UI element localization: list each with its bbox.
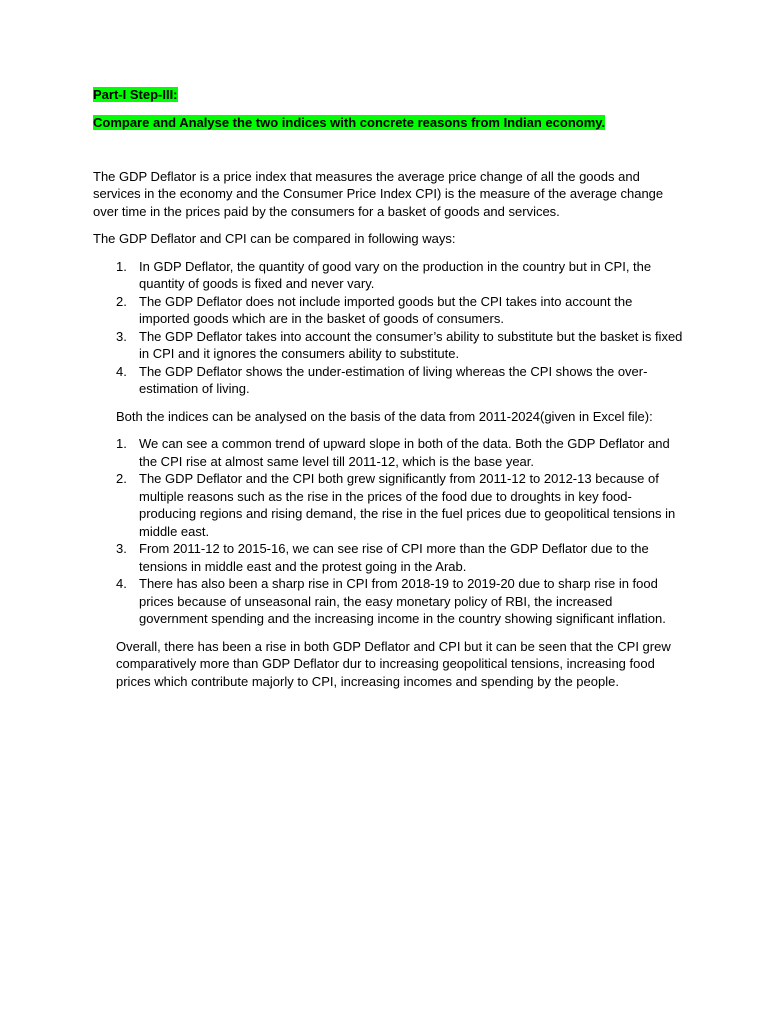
list-item-text: In GDP Deflator, the quantity of good vary on the production in the country but in CPI, the quantity of goods is fixed and never vary.: [139, 258, 652, 291]
list-item-text: From 2011-12 to 2015-16, we can see rise of CPI more than the GDP Deflator due to the tensions in middle east and the protest going in the Arab.: [139, 541, 649, 574]
intro-paragraph: The GDP Deflator is a price index that measures the average price change of all the goods and services in the economy and the Consumer Price Index CPI) is the measure of the average change over time in the prices paid by the consumers for a basket of goods and services.: [93, 168, 664, 219]
list-item: [93, 540, 683, 575]
list-number: 3.: [116, 328, 127, 344]
list-item-text: There has also been a sharp rise in CPI from 2018-19 to 2019-20 due to sharp rise in food prices because of unseasonal rain, the easy monetary policy of RBI, the increased government spending and the increasing income in the country showing significant inflation.: [139, 576, 666, 626]
task-heading: [93, 114, 683, 132]
list-item-text: The GDP Deflator and the CPI both grew significantly from 2011-12 to 2012-13 because of multiple reasons such as the rise in the prices of the food due to droughts in key food-producing regions and rising demand, the rise in the fuel prices due to geopolitical tensions in middle east.: [139, 471, 676, 539]
list-item: [93, 363, 683, 398]
analyse-list: [93, 435, 683, 628]
part-heading: [93, 86, 683, 104]
part-heading-text: Part-I Step-III:: [93, 87, 178, 102]
compare-lead: The GDP Deflator and CPI can be compared in following ways:: [93, 231, 456, 246]
list-item-text: We can see a common trend of upward slope in both of the data. Both the GDP Deflator and the CPI rise at almost same level till 2011-12, which is the base year.: [139, 436, 670, 469]
list-number: 1.: [116, 258, 127, 274]
list-item: [93, 435, 683, 470]
list-item: [93, 328, 683, 363]
list-item-text: The GDP Deflator shows the under-estimation of living whereas the CPI shows the over-estimation of living.: [139, 363, 648, 396]
conclusion-paragraph: Overall, there has been a rise in both GDP Deflator and CPI but it can be seen that the CPI grew comparatively more than GDP Deflator dur to increasing geopolitical tensions, increasing food prices which contribute majorly to CPI, increasing incomes and spending by the people.: [116, 638, 671, 689]
list-item-text: The GDP Deflator takes into account the consumer’s ability to substitute but the basket is fixed in CPI and it ignores the consumers ability to substitute.: [139, 328, 683, 361]
analyse-lead: Both the indices can be analysed on the basis of the data from 2011-2024(given in Excel file):: [116, 408, 653, 424]
list-item: [93, 293, 683, 328]
list-item-text: The GDP Deflator does not include imported goods but the CPI takes into account the imported goods which are in the basket of goods of consumers.: [139, 293, 633, 326]
list-item: [93, 258, 683, 293]
compare-list: [93, 258, 683, 398]
list-number: 2.: [116, 471, 127, 486]
list-item: [93, 575, 683, 628]
list-number: 2.: [116, 293, 127, 309]
list-item: [93, 470, 683, 540]
list-number: 4.: [116, 363, 127, 379]
task-heading-text: Compare and Analyse the two indices with concrete reasons from Indian economy.: [93, 115, 606, 130]
list-number: 4.: [116, 576, 127, 591]
list-number: 3.: [116, 541, 127, 556]
list-number: 1.: [116, 436, 127, 451]
document-body: [93, 86, 683, 700]
